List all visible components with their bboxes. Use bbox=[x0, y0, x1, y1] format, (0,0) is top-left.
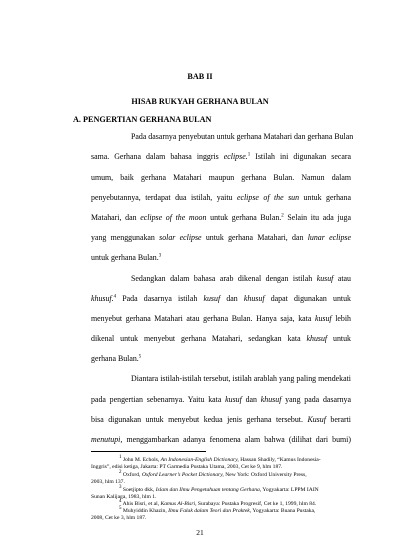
footnote-5-cont: 2008, Cet ke 3, hlm 187. bbox=[91, 515, 147, 521]
footnote-4: $^4$ Ahis Bisri, et al, Kamus Al-Bisri, Surabaya: Pustaka Progresif, Cet ke 1, 1999, hlm 84. bbox=[119, 499, 317, 507]
paragraph-1-line: untuk gerhana Bulan.$^3$ bbox=[91, 253, 162, 262]
chapter-heading: BAB II bbox=[187, 72, 213, 81]
paragraph-2-line: menyebut gerhana Matahari atau gerhana Bulan. Hanya saja, kata kusuf lebih bbox=[91, 314, 351, 323]
footnote-2-cont: 2003, hlm 137. bbox=[91, 479, 125, 485]
footnote-5: $^5$ Muhyiddin Khazin, Ilmu Falak dalam Teori dan Praktek, Yogyakarta: Buana Pustaka, bbox=[119, 506, 316, 514]
paragraph-3-line: pada pengertian sebenarnya. Yaitu kata kusuf dan khusuf yang pada dasarnya bbox=[91, 395, 352, 404]
footnote-ref: 4 bbox=[113, 294, 117, 300]
footnote-1-cont: Inggris”, edisi ketiga, Jakarta: PT Garmedia Pustaka Utama, 2003, Cet ke 9, hlm 187. bbox=[91, 464, 283, 470]
paragraph-1-line: umum, baik gerhana Matahari maupun gerhana Bulan. Namun dalam bbox=[91, 173, 351, 182]
paragraph-1-line: yang menggunakan solar eclipse untuk gerhana Matahari, dan lunar eclipse bbox=[91, 233, 351, 242]
paragraph-3-line: bisa digunakan untuk menyebut kedua jenis gerhana tersebut. Kusuf berarti bbox=[91, 415, 351, 424]
paragraph-3-line: menutupi, menggambarkan adanya fenomena alam bahwa (dilihat dari bumi) bbox=[91, 435, 351, 444]
paragraph-3-line: Diantara istilah-istilah tersebut, istilah arablah yang paling mendekati bbox=[131, 374, 351, 383]
footnote-3: $^3$ Soetjipto dkk, Islam dan Ilmu Pengetahuan tentang Gerhana, Yogyakarta: LPPM IAIN bbox=[119, 485, 319, 493]
paragraph-1-line: Pada dasarnya penyebutan untuk gerhana Matahari dan gerhana Bulan bbox=[131, 132, 354, 141]
footnote-ref: 1 bbox=[247, 152, 251, 158]
paragraph-1-line: Matahari, dan eclipse of the moon untuk gerhana Bulan.$^2$ Selain itu ada juga bbox=[91, 213, 352, 222]
chapter-title: HISAB RUKYAH GERHANA BULAN bbox=[131, 97, 269, 106]
page-number: 21 bbox=[196, 528, 204, 537]
paragraph-2-line: khusuf.$^4$ Pada dasarnya istilah kusuf dan khusuf dapat digunakan untuk bbox=[91, 294, 351, 303]
footnote-1: $^1$ John M. Echols, An Indonesian-English Dictionary, Hassan Shadily, “Kamus Indonesia- bbox=[119, 455, 321, 463]
footnote-3-cont: Sunan Kalijaga, 1983, hlm 1. bbox=[91, 494, 157, 500]
footnote-divider bbox=[91, 451, 206, 452]
paragraph-2-line: Sedangkan dalam bahasa arab dikenal dengan istilah kusuf atau bbox=[131, 274, 351, 283]
footnote-2: $^2$ Oxford, Oxford Learner’s Pocket Dictionary, New York: Oxford University Press, bbox=[119, 470, 307, 478]
paragraph-2-line: dikenal untuk menyebut gerhana Matahari, sedangkan kata khusuf untuk bbox=[91, 334, 351, 343]
section-heading: A. PENGERTIAN GERHANA BULAN bbox=[73, 115, 212, 124]
paragraph-1-line: sama. Gerhana dalam bahasa inggris eclipse.$^1$ Istilah ini digunakan secara bbox=[91, 152, 351, 161]
paragraph-2-line: gerhana Bulan.$^5$ bbox=[91, 354, 142, 363]
footnote-ref: 3 bbox=[158, 253, 162, 259]
footnote-ref: 5 bbox=[138, 354, 142, 360]
paragraph-1-line: penyebutannya, terdapat dua istilah, yaitu eclipse of the sun untuk gerhana bbox=[91, 193, 351, 202]
footnote-ref: 2 bbox=[281, 213, 284, 219]
